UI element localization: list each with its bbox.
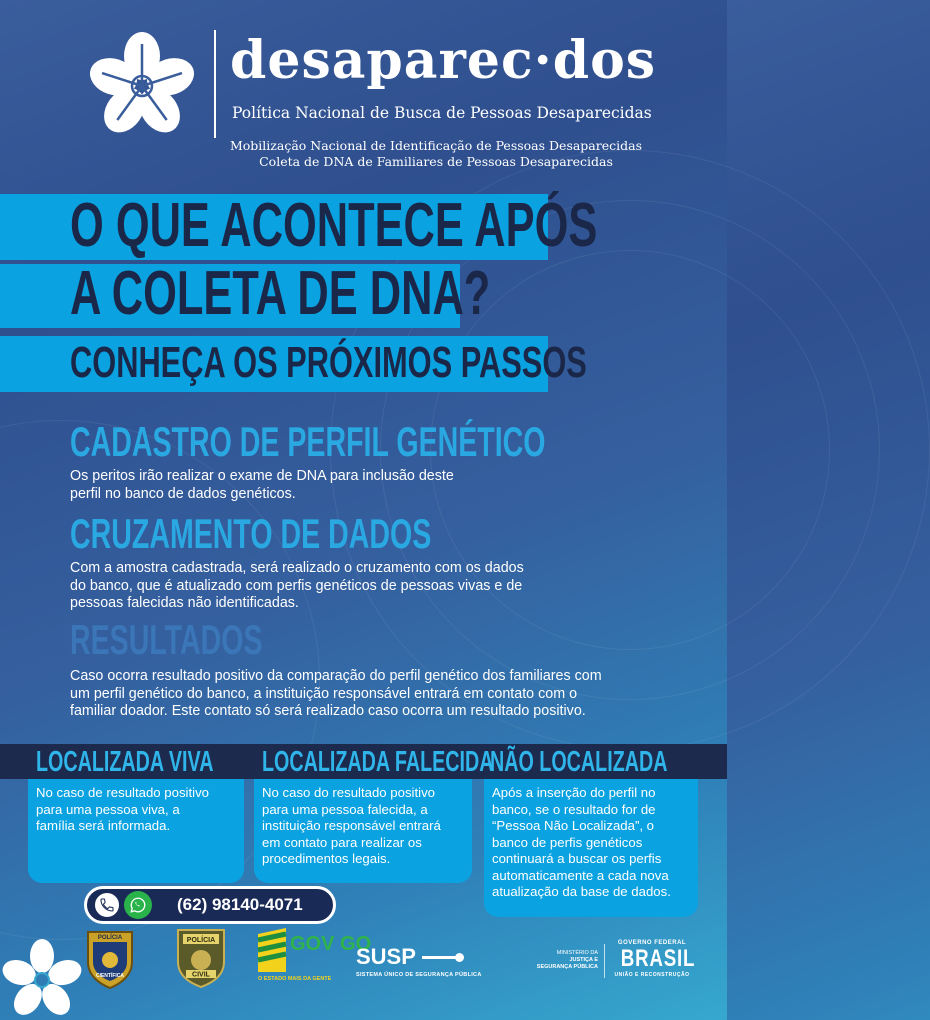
outcome-line: instituição responsável entrará	[262, 818, 441, 833]
outcome-line: procedimentos legais.	[262, 851, 391, 866]
brasil-label: BRASIL	[620, 945, 696, 972]
section-text-line: Caso ocorra resultado positivo da comparação do perfil genético dos familiares com	[70, 668, 602, 684]
policy-name: Política Nacional de Busca de Pessoas Desaparecidas	[232, 104, 652, 122]
outcome-line: “Pessoa Não Localizada”, o	[492, 818, 655, 833]
susp-logo	[356, 944, 482, 978]
outcome-card-viva	[28, 779, 244, 883]
outcome-line: família será informada.	[36, 818, 171, 833]
section-text-line: pessoas falecidas não identificadas.	[70, 595, 299, 611]
outcome-card-nao-localizada	[484, 779, 698, 917]
section-text-line: Com a amostra cadastrada, será realizado o cruzamento com os dados	[70, 560, 524, 576]
outcome-line: banco de perfis genéticos	[492, 834, 643, 850]
ministry-line: SEGURANÇA PÚBLICA	[536, 964, 598, 970]
outcome-line: banco, se o resultado for de	[492, 801, 656, 817]
susp-sub-label: SISTEMA ÚNICO DE SEGURANÇA PÚBLICA	[356, 972, 482, 978]
flower-footer-icon	[2, 938, 86, 1020]
section-text-line: um perfil genético do banco, a instituição responsável entrará em contato com o	[70, 685, 578, 702]
mobilization-line: Coleta de DNA de Familiares de Pessoas Desaparecidas	[259, 154, 613, 169]
section-title-cadastro: CADASTRO DE PERFIL GENÉTICO	[70, 418, 546, 465]
ministry-line: JUSTIÇA E	[569, 957, 598, 963]
gov-go-logo	[256, 928, 372, 982]
badge2-bottom-label: CIVIL	[192, 971, 210, 979]
footer-divider	[604, 944, 605, 978]
outcome-line: No caso de resultado positivo	[36, 785, 210, 800]
policia-civil-badge	[172, 926, 230, 988]
gov-federal-label: GOVERNO FEDERAL	[617, 940, 687, 946]
whatsapp-icon	[124, 891, 152, 919]
section-text-line: do banco, que é atualizado com perfis genéticos de pessoas vivas e de	[70, 577, 523, 594]
governo-federal-logo	[612, 940, 696, 978]
outcome-line: para uma pessoa falecida, a	[262, 801, 428, 817]
outcome-card-falecida	[254, 779, 472, 883]
badge1-bottom-label: CIENTÍFICA	[95, 973, 125, 979]
outcome-title-viva: LOCALIZADA VIVA	[36, 746, 214, 778]
policia-cientifica-badge	[84, 928, 136, 990]
brasil-sub-label: UNIÃO E RECONSTRUÇÃO	[614, 972, 690, 978]
section-text-cruzamento	[70, 560, 524, 613]
badge2-top-label: POLÍCIA	[186, 937, 216, 944]
outcome-line: No caso do resultado positivo	[262, 785, 436, 800]
gov-go-sub: O ESTADO MAIS DA GENTE	[258, 976, 332, 982]
ministry-line: MINISTÉRIO DA	[556, 950, 598, 956]
section-text-cadastro	[70, 468, 454, 503]
brand-name: desaparec·dos	[230, 30, 657, 91]
outcome-line: continuará a buscar os perfis	[492, 851, 662, 866]
outcome-line: automaticamente a cada nova	[492, 867, 669, 883]
flower-logo-icon	[86, 30, 198, 142]
section-text-line: Os peritos irão realizar o exame de DNA para inclusão deste	[70, 468, 454, 484]
section-title-resultados: RESULTADOS	[70, 616, 263, 663]
section-title-cruzamento: CRUZAMENTO DE DADOS	[70, 510, 432, 557]
telephone-icon	[93, 891, 121, 919]
section-text-resultados	[70, 668, 602, 721]
outcome-line: para uma pessoa viva, a	[36, 801, 180, 817]
phone-number[interactable]: (62) 98140-4071	[177, 895, 303, 914]
phone-contact[interactable]	[84, 886, 336, 924]
susp-line-icon	[422, 956, 460, 959]
outcome-line: Após a inserção do perfil no	[492, 785, 656, 800]
outcome-title-falecida: LOCALIZADA FALECIDA	[262, 746, 494, 778]
section-text-line: perfil no banco de dados genéticos.	[70, 485, 296, 502]
mobilization-line: Mobilização Nacional de Identificação de Pessoas Desaparecidas	[229, 138, 643, 153]
outcome-title-nao-localizada: NÃO LOCALIZADA	[490, 746, 668, 778]
section-text-line: familiar doador. Este contato só será realizado caso ocorra um resultado positivo.	[70, 703, 586, 719]
outcome-line: em contato para realizar os	[262, 834, 422, 850]
badge1-top-label: POLÍCIA	[97, 935, 123, 941]
outcome-line: atualização da base de dados.	[492, 884, 671, 899]
gov-go-label: GOV GO	[290, 933, 372, 955]
mobilization-text	[216, 138, 656, 170]
headline-subtitle: CONHEÇA OS PRÓXIMOS PASSOS	[70, 338, 587, 387]
susp-label: SUSP	[356, 944, 416, 969]
headline-line-1: O QUE ACONTECE APÓS	[70, 191, 598, 260]
headline-line-2: A COLETA DE DNA?	[70, 259, 491, 328]
ministry-logo	[520, 950, 598, 971]
header-divider	[214, 30, 216, 138]
